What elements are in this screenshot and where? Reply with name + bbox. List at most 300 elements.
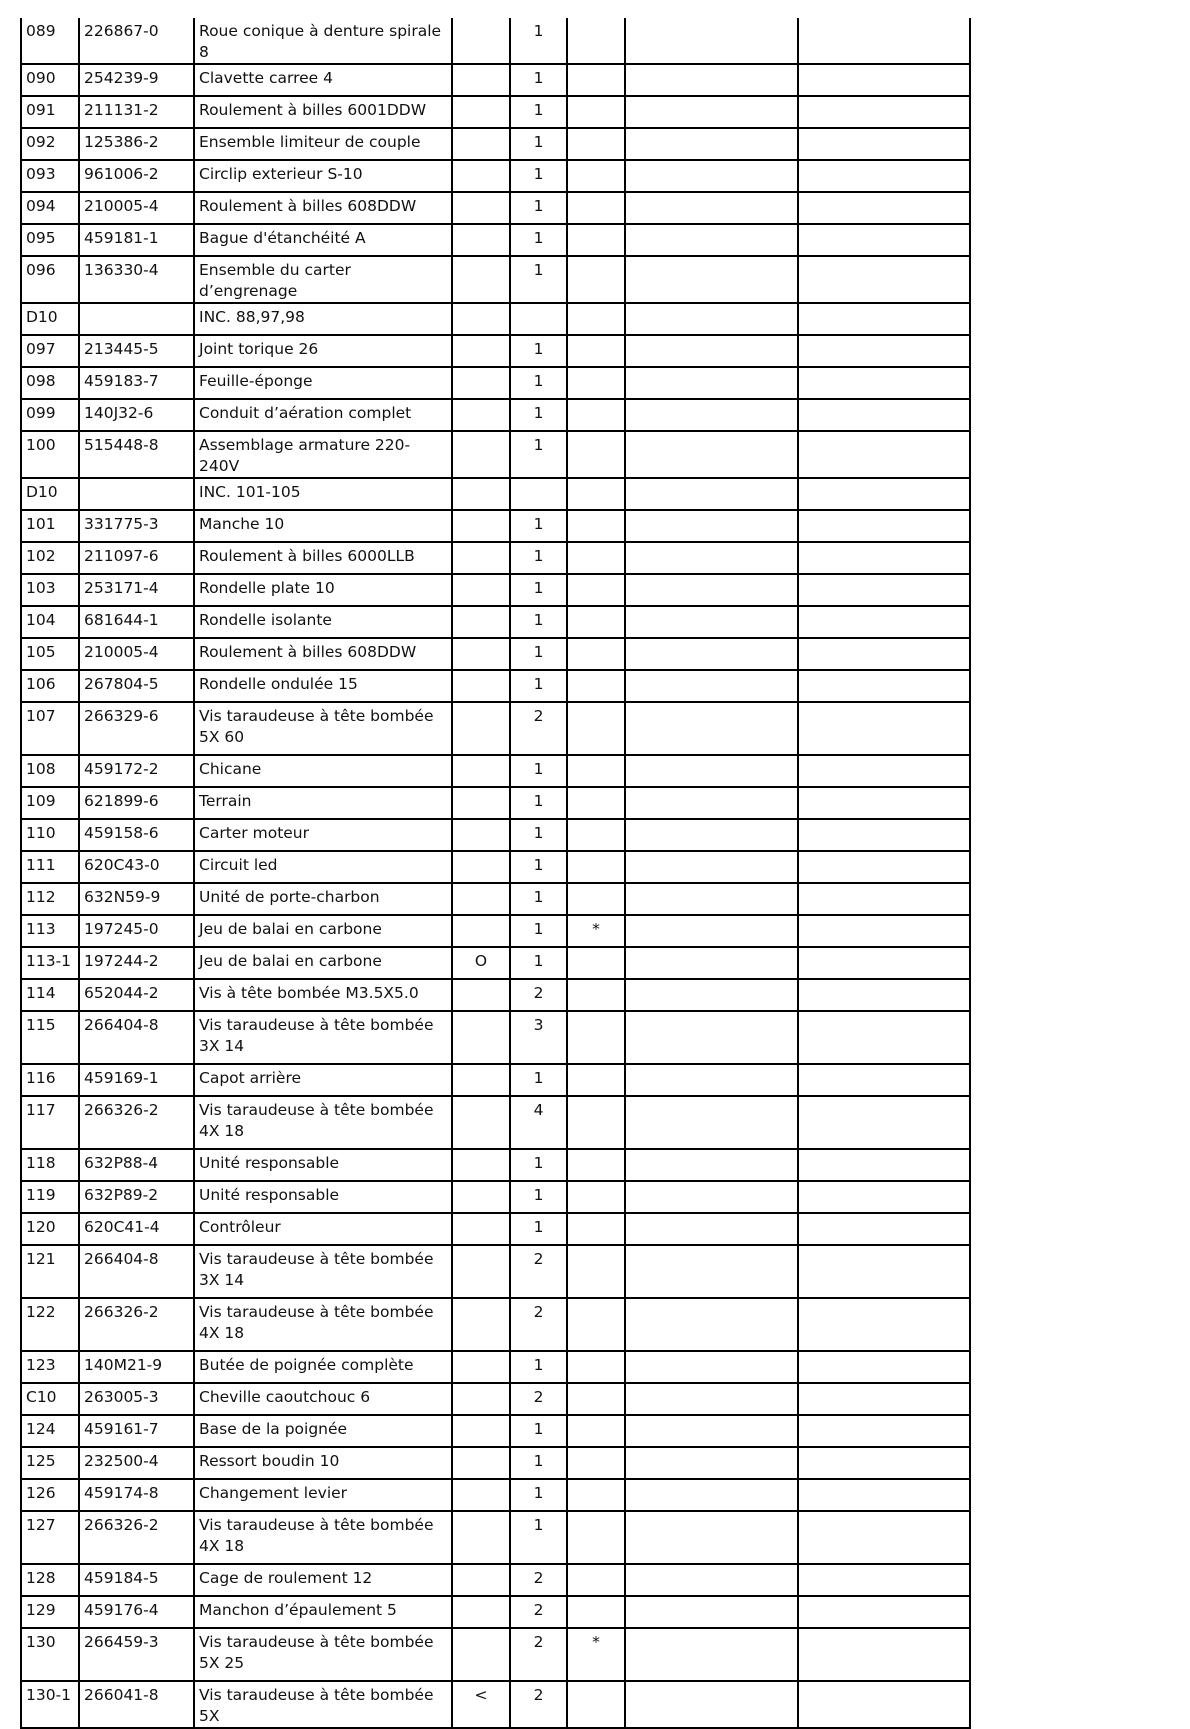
change-mark-cell (567, 883, 625, 915)
note-cell (452, 1213, 510, 1245)
blank-cell (798, 1479, 970, 1511)
blank-cell (798, 1511, 970, 1564)
item-number-cell: 105 (21, 638, 79, 670)
item-number-cell: 089 (21, 18, 79, 64)
table-row (21, 256, 970, 303)
blank-cell (798, 755, 970, 787)
item-number-cell: 127 (21, 1511, 79, 1564)
change-mark-cell (567, 96, 625, 128)
item-number-cell: 095 (21, 224, 79, 256)
quantity-cell: 1 (510, 606, 567, 638)
change-mark-cell (567, 1681, 625, 1728)
quantity-cell: 1 (510, 399, 567, 431)
item-number-cell: 098 (21, 367, 79, 399)
blank-cell (798, 542, 970, 574)
item-number-cell: 128 (21, 1564, 79, 1596)
note-cell (452, 670, 510, 702)
table-row (21, 819, 970, 851)
blank-cell (798, 1298, 970, 1351)
table-row (21, 1564, 970, 1596)
blank-cell (625, 638, 798, 670)
note-cell (452, 399, 510, 431)
quantity-cell: 2 (510, 979, 567, 1011)
note-cell (452, 303, 510, 335)
note-cell (452, 787, 510, 819)
blank-cell (625, 1681, 798, 1728)
note-cell (452, 18, 510, 64)
note-cell (452, 1064, 510, 1096)
blank-cell (625, 670, 798, 702)
blank-cell (798, 192, 970, 224)
change-mark-cell (567, 510, 625, 542)
change-mark-cell (567, 128, 625, 160)
part-description-cell: Circuit led (194, 851, 452, 883)
change-mark-cell (567, 303, 625, 335)
part-reference-cell: 210005-4 (79, 638, 194, 670)
quantity-cell: 1 (510, 335, 567, 367)
note-cell (452, 1447, 510, 1479)
part-description-cell: Vis taraudeuse à tête bombée 5X (194, 1681, 452, 1728)
note-cell (452, 883, 510, 915)
part-description-cell: Butée de poignée complète (194, 1351, 452, 1383)
item-number-cell: 118 (21, 1149, 79, 1181)
part-description-cell: Terrain (194, 787, 452, 819)
blank-cell (625, 947, 798, 979)
change-mark-cell (567, 851, 625, 883)
note-cell (452, 606, 510, 638)
blank-cell (798, 256, 970, 303)
note-cell: < (452, 1681, 510, 1728)
blank-cell (625, 1564, 798, 1596)
blank-cell (798, 702, 970, 755)
change-mark-cell (567, 478, 625, 510)
blank-cell (798, 606, 970, 638)
part-reference-cell: 266459-3 (79, 1628, 194, 1681)
note-cell (452, 367, 510, 399)
part-description-cell: Roulement à billes 6000LLB (194, 542, 452, 574)
item-number-cell: 125 (21, 1447, 79, 1479)
part-description-cell: Ensemble du carter d’engrenage (194, 256, 452, 303)
note-cell (452, 1383, 510, 1415)
part-description-cell: Chicane (194, 755, 452, 787)
note-cell (452, 335, 510, 367)
quantity-cell: 2 (510, 702, 567, 755)
blank-cell (625, 1096, 798, 1149)
table-row (21, 1415, 970, 1447)
item-number-cell: 111 (21, 851, 79, 883)
blank-cell (798, 1628, 970, 1681)
quantity-cell: 2 (510, 1383, 567, 1415)
note-cell (452, 1096, 510, 1149)
note-cell (452, 1564, 510, 1596)
part-description-cell: Unité responsable (194, 1149, 452, 1181)
note-cell (452, 851, 510, 883)
quantity-cell: 1 (510, 160, 567, 192)
table-row (21, 1096, 970, 1149)
change-mark-cell (567, 1011, 625, 1064)
part-reference-cell: 136330-4 (79, 256, 194, 303)
item-number-cell: 113-1 (21, 947, 79, 979)
blank-cell (798, 819, 970, 851)
part-description-cell: Carter moteur (194, 819, 452, 851)
table-row (21, 670, 970, 702)
change-mark-cell (567, 947, 625, 979)
table-row (21, 510, 970, 542)
blank-cell (798, 128, 970, 160)
blank-cell (625, 1415, 798, 1447)
table-row (21, 606, 970, 638)
table-row (21, 755, 970, 787)
part-reference-cell: 267804-5 (79, 670, 194, 702)
part-description-cell: Bague d'étanchéité A (194, 224, 452, 256)
part-reference-cell: 253171-4 (79, 574, 194, 606)
change-mark-cell (567, 1383, 625, 1415)
table-row (21, 224, 970, 256)
change-mark-cell (567, 64, 625, 96)
part-description-cell: Circlip exterieur S-10 (194, 160, 452, 192)
item-number-cell: 129 (21, 1596, 79, 1628)
change-mark-cell (567, 1064, 625, 1096)
quantity-cell: 1 (510, 1447, 567, 1479)
quantity-cell: 1 (510, 256, 567, 303)
part-reference-cell (79, 303, 194, 335)
part-description-cell: Ressort boudin 10 (194, 1447, 452, 1479)
part-reference-cell: 140J32-6 (79, 399, 194, 431)
part-reference-cell: 266329-6 (79, 702, 194, 755)
item-number-cell: 126 (21, 1479, 79, 1511)
part-description-cell: Vis taraudeuse à tête bombée 4X 18 (194, 1298, 452, 1351)
change-mark-cell (567, 1149, 625, 1181)
table-row (21, 542, 970, 574)
part-reference-cell: 211131-2 (79, 96, 194, 128)
blank-cell (798, 160, 970, 192)
table-row (21, 478, 970, 510)
part-reference-cell: 197244-2 (79, 947, 194, 979)
change-mark-cell (567, 399, 625, 431)
note-cell (452, 915, 510, 947)
part-description-cell: Vis taraudeuse à tête bombée 4X 18 (194, 1511, 452, 1564)
quantity-cell: 1 (510, 670, 567, 702)
note-cell (452, 128, 510, 160)
note-cell (452, 1181, 510, 1213)
part-reference-cell: 632N59-9 (79, 883, 194, 915)
table-row (21, 128, 970, 160)
note-cell (452, 1149, 510, 1181)
blank-cell (798, 979, 970, 1011)
parts-table-body (21, 18, 970, 1728)
note-cell (452, 702, 510, 755)
part-reference-cell: 620C41-4 (79, 1213, 194, 1245)
part-reference-cell: 210005-4 (79, 192, 194, 224)
table-row (21, 1596, 970, 1628)
quantity-cell: 2 (510, 1628, 567, 1681)
quantity-cell: 1 (510, 96, 567, 128)
part-description-cell: Vis taraudeuse à tête bombée 4X 18 (194, 1096, 452, 1149)
change-mark-cell (567, 1351, 625, 1383)
quantity-cell: 1 (510, 128, 567, 160)
quantity-cell: 2 (510, 1298, 567, 1351)
note-cell (452, 64, 510, 96)
blank-cell (798, 947, 970, 979)
blank-cell (625, 574, 798, 606)
quantity-cell: 1 (510, 1149, 567, 1181)
blank-cell (798, 1096, 970, 1149)
quantity-cell: 1 (510, 1351, 567, 1383)
blank-cell (625, 96, 798, 128)
blank-cell (798, 638, 970, 670)
part-reference-cell: 213445-5 (79, 335, 194, 367)
table-row (21, 574, 970, 606)
blank-cell (625, 256, 798, 303)
note-cell (452, 192, 510, 224)
note-cell (452, 819, 510, 851)
table-row (21, 64, 970, 96)
blank-cell (625, 1298, 798, 1351)
change-mark-cell (567, 755, 625, 787)
part-description-cell: Rondelle ondulée 15 (194, 670, 452, 702)
blank-cell (798, 18, 970, 64)
note-cell (452, 574, 510, 606)
part-reference-cell: 254239-9 (79, 64, 194, 96)
blank-cell (798, 1181, 970, 1213)
table-row (21, 431, 970, 478)
quantity-cell (510, 478, 567, 510)
blank-cell (625, 1213, 798, 1245)
table-row (21, 1628, 970, 1681)
part-reference-cell: 331775-3 (79, 510, 194, 542)
item-number-cell: 115 (21, 1011, 79, 1064)
quantity-cell: 1 (510, 18, 567, 64)
change-mark-cell (567, 702, 625, 755)
quantity-cell: 1 (510, 787, 567, 819)
item-number-cell: C10 (21, 1383, 79, 1415)
blank-cell (798, 1681, 970, 1728)
item-number-cell: 130-1 (21, 1681, 79, 1728)
note-cell (452, 542, 510, 574)
note-cell (452, 478, 510, 510)
change-mark-cell (567, 606, 625, 638)
change-mark-cell: * (567, 1628, 625, 1681)
item-number-cell: 103 (21, 574, 79, 606)
quantity-cell: 1 (510, 1213, 567, 1245)
part-description-cell: Cheville caoutchouc 6 (194, 1383, 452, 1415)
blank-cell (625, 702, 798, 755)
quantity-cell: 1 (510, 947, 567, 979)
blank-cell (625, 335, 798, 367)
change-mark-cell (567, 1415, 625, 1447)
blank-cell (625, 18, 798, 64)
blank-cell (625, 1351, 798, 1383)
change-mark-cell (567, 542, 625, 574)
table-row (21, 18, 970, 64)
item-number-cell: 116 (21, 1064, 79, 1096)
change-mark-cell (567, 574, 625, 606)
item-number-cell: D10 (21, 303, 79, 335)
table-row (21, 915, 970, 947)
blank-cell (798, 478, 970, 510)
note-cell (452, 1479, 510, 1511)
quantity-cell: 4 (510, 1096, 567, 1149)
blank-cell (798, 510, 970, 542)
item-number-cell: 094 (21, 192, 79, 224)
quantity-cell: 1 (510, 883, 567, 915)
blank-cell (625, 1149, 798, 1181)
part-reference-cell: 232500-4 (79, 1447, 194, 1479)
table-row (21, 367, 970, 399)
part-description-cell: Roulement à billes 608DDW (194, 192, 452, 224)
blank-cell (625, 399, 798, 431)
blank-cell (625, 606, 798, 638)
item-number-cell: 101 (21, 510, 79, 542)
part-description-cell: Assemblage armature 220-240V (194, 431, 452, 478)
blank-cell (625, 1511, 798, 1564)
table-row (21, 1245, 970, 1298)
part-description-cell: Roue conique à denture spirale 8 (194, 18, 452, 64)
part-reference-cell: 632P88-4 (79, 1149, 194, 1181)
quantity-cell (510, 303, 567, 335)
blank-cell (625, 979, 798, 1011)
table-row (21, 1213, 970, 1245)
change-mark-cell (567, 670, 625, 702)
change-mark-cell (567, 431, 625, 478)
note-cell: O (452, 947, 510, 979)
part-reference-cell: 459181-1 (79, 224, 194, 256)
blank-cell (798, 851, 970, 883)
note-cell (452, 1298, 510, 1351)
quantity-cell: 2 (510, 1245, 567, 1298)
quantity-cell: 1 (510, 1415, 567, 1447)
item-number-cell: 120 (21, 1213, 79, 1245)
blank-cell (625, 64, 798, 96)
note-cell (452, 256, 510, 303)
blank-cell (798, 1351, 970, 1383)
table-row (21, 303, 970, 335)
note-cell (452, 1245, 510, 1298)
change-mark-cell (567, 1479, 625, 1511)
change-mark-cell (567, 1596, 625, 1628)
part-reference-cell: 459161-7 (79, 1415, 194, 1447)
blank-cell (625, 542, 798, 574)
part-description-cell: Feuille-éponge (194, 367, 452, 399)
table-row (21, 1064, 970, 1096)
item-number-cell: D10 (21, 478, 79, 510)
table-row (21, 1149, 970, 1181)
part-reference-cell: 226867-0 (79, 18, 194, 64)
table-row (21, 160, 970, 192)
note-cell (452, 431, 510, 478)
note-cell (452, 160, 510, 192)
quantity-cell: 1 (510, 542, 567, 574)
part-description-cell: Manche 10 (194, 510, 452, 542)
blank-cell (625, 1064, 798, 1096)
table-row (21, 192, 970, 224)
item-number-cell: 093 (21, 160, 79, 192)
part-reference-cell: 125386-2 (79, 128, 194, 160)
blank-cell (625, 303, 798, 335)
note-cell (452, 96, 510, 128)
quantity-cell: 1 (510, 1181, 567, 1213)
blank-cell (798, 335, 970, 367)
part-description-cell: INC. 101-105 (194, 478, 452, 510)
item-number-cell: 124 (21, 1415, 79, 1447)
blank-cell (625, 1181, 798, 1213)
change-mark-cell (567, 1298, 625, 1351)
item-number-cell: 110 (21, 819, 79, 851)
change-mark-cell (567, 1511, 625, 1564)
note-cell (452, 979, 510, 1011)
note-cell (452, 755, 510, 787)
note-cell (452, 510, 510, 542)
change-mark-cell (567, 1213, 625, 1245)
item-number-cell: 104 (21, 606, 79, 638)
note-cell (452, 1511, 510, 1564)
change-mark-cell (567, 787, 625, 819)
part-description-cell: Manchon d’épaulement 5 (194, 1596, 452, 1628)
part-description-cell: Cage de roulement 12 (194, 1564, 452, 1596)
blank-cell (798, 1011, 970, 1064)
note-cell (452, 1011, 510, 1064)
part-description-cell: Unité responsable (194, 1181, 452, 1213)
item-number-cell: 099 (21, 399, 79, 431)
blank-cell (625, 1245, 798, 1298)
part-reference-cell: 459176-4 (79, 1596, 194, 1628)
item-number-cell: 117 (21, 1096, 79, 1149)
blank-cell (625, 367, 798, 399)
note-cell (452, 1415, 510, 1447)
blank-cell (625, 915, 798, 947)
quantity-cell: 1 (510, 915, 567, 947)
blank-cell (798, 1596, 970, 1628)
item-number-cell: 114 (21, 979, 79, 1011)
item-number-cell: 100 (21, 431, 79, 478)
quantity-cell: 1 (510, 224, 567, 256)
part-reference-cell: 515448-8 (79, 431, 194, 478)
change-mark-cell (567, 224, 625, 256)
blank-cell (798, 367, 970, 399)
quantity-cell: 1 (510, 1511, 567, 1564)
change-mark-cell (567, 1096, 625, 1149)
quantity-cell: 1 (510, 1479, 567, 1511)
change-mark-cell (567, 192, 625, 224)
item-number-cell: 130 (21, 1628, 79, 1681)
blank-cell (798, 96, 970, 128)
blank-cell (798, 787, 970, 819)
item-number-cell: 092 (21, 128, 79, 160)
blank-cell (625, 1011, 798, 1064)
item-number-cell: 106 (21, 670, 79, 702)
part-description-cell: Changement levier (194, 1479, 452, 1511)
change-mark-cell (567, 160, 625, 192)
note-cell (452, 224, 510, 256)
table-row (21, 979, 970, 1011)
part-reference-cell: 266326-2 (79, 1096, 194, 1149)
part-description-cell: Conduit d’aération complet (194, 399, 452, 431)
quantity-cell: 1 (510, 367, 567, 399)
blank-cell (625, 1596, 798, 1628)
blank-cell (798, 431, 970, 478)
change-mark-cell (567, 367, 625, 399)
quantity-cell: 2 (510, 1596, 567, 1628)
part-description-cell: Jeu de balai en carbone (194, 947, 452, 979)
change-mark-cell (567, 1181, 625, 1213)
blank-cell (798, 1415, 970, 1447)
part-reference-cell: 266326-2 (79, 1511, 194, 1564)
note-cell (452, 1351, 510, 1383)
part-description-cell: Rondelle isolante (194, 606, 452, 638)
table-row (21, 1681, 970, 1728)
part-reference-cell: 266404-8 (79, 1245, 194, 1298)
part-reference-cell (79, 478, 194, 510)
